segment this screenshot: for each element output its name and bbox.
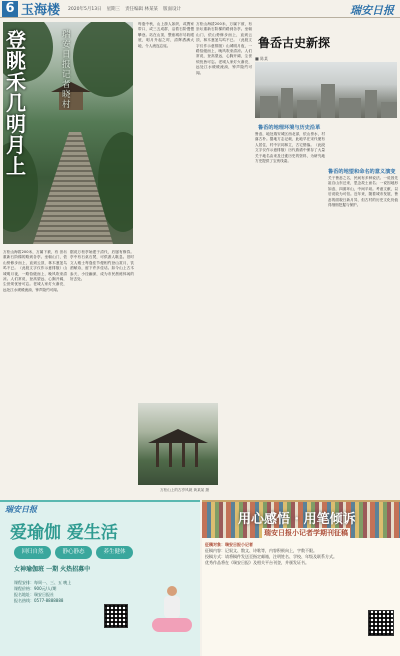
pavilion-photo — [138, 403, 218, 485]
issue-meta — [68, 6, 181, 12]
paper-logo: 瑞安日报 — [350, 4, 394, 17]
section-title: 玉海楼 — [21, 3, 61, 18]
yoga-ad-tags — [14, 546, 133, 559]
right-subhead-2: 鲁岙的地望和命名的意义演变 — [328, 169, 396, 175]
city-skyline-photo — [255, 62, 397, 118]
yoga-tag-3: 养生健体 — [96, 546, 133, 559]
yoga-info-line: 课程价格：900元/人/期 — [14, 586, 57, 591]
book-ad-line: 投稿方式：请将稿件发送至指定邮箱，注明姓名、学校、年级及联系方式。 — [205, 554, 337, 559]
right-article-byline: ■ 陈某 — [255, 56, 269, 61]
book-ad-line: 优秀作品将在《瑞安日报》及相关平台刊登，并颁发证书。 — [205, 560, 309, 565]
yoga-ad-slogan: 女神瑜伽班 一期 火热招募中 — [14, 566, 91, 573]
left-article-column-1: 万松山海拔200米，万属下被，有 崇坛重新石阶梯的路到各亭。坐朝山门，依山势修步而上，直到云顶，林木葱茏鸟鸣不已。（此段文字仅作示意排版）山城明月夜，一路拾级而上，晚风吹来清凉。人们常说，登高望远，心胸开阔，尘世烦忧皆可忘。老城人家灯火渐亮，远处江水缓缓流淌，钟声隐约可闻。 — [3, 250, 67, 292]
left-article-column-2: 据说万松亭始建于清代，后屡有修葺。亭中有石桌石凳，可供游人歇息。旧时文人雅士每逢佳节便相约登山赏月，饮酒赋诗，留下许多佳话。如今山上古木参天，小径幽深，成为市民晨练休闲的好去处。 — [70, 250, 134, 282]
book-ad-title: 用心感悟 · 用笔倾诉 — [238, 512, 356, 527]
yoga-ad-info — [14, 580, 154, 604]
yoga-info-line: 报名地址：瑞安日报社 — [14, 592, 54, 597]
book-ad-body — [205, 542, 395, 566]
photo-caption: 万松山上的古亭风貌 黄某某 摄 — [160, 488, 210, 492]
right-article-title: 鲁岙古史新探 — [258, 36, 331, 50]
book-ad-subtitle: 瑞安日报小记者学期刊征稿 — [264, 529, 348, 537]
right-article-column-1: 鲁岙，地处瑞安城区西北部，依山傍水，村落古朴。据地方志记载，此地早在宋代便有人居住，村中宗祠林立，古宅错落。（此段文字仅作示意排版）历代族谱中保存了大量关于地名由来及迁徙历史的资料，为研究地方史提供了宝贵线索。 — [255, 132, 325, 164]
yoga-tag-2: 静心静态 — [55, 546, 92, 559]
yoga-ad-title: 爱瑜伽 爱生活 — [10, 523, 118, 543]
right-subhead-1: 鲁岙的地理环境与历史沿革 — [258, 125, 321, 131]
book-ad-line: 征稿内容：记叙文、散文、诗歌等，内容积极向上，字数不限。 — [205, 548, 317, 553]
issue-editor: 责任编辑 林某某 — [125, 6, 158, 12]
book-ad-line: 征稿对象：瑞安日报小记者 — [205, 542, 253, 547]
yoga-ad-logo: 瑞安日报 — [5, 504, 37, 514]
yoga-qr-code-icon[interactable] — [104, 604, 128, 628]
yoga-tag-1: 回归自然 — [14, 546, 51, 559]
yoga-info-line: 报名热线：0577-8888888 — [14, 598, 64, 603]
article-byline: 瑞安日报记者 晓村 — [62, 30, 71, 110]
issue-weekday: 星期三 — [106, 6, 121, 12]
yoga-woman-illustration — [150, 586, 194, 644]
page-number: 6 — [2, 1, 18, 17]
issue-designer: 版面设计 — [163, 6, 181, 12]
page-header — [0, 0, 400, 18]
yoga-info-line: 课程安排：每周一、三、五 晚上 — [14, 580, 72, 585]
book-ad-qr-code-icon[interactable] — [368, 610, 394, 636]
issue-date: 2020年5月13日 — [68, 6, 102, 12]
right-article-column-2: 关于鲁岙之名，民间有多种说法。一说因先祖自山东迁来，思念故土而名；一说因地形如岙，四面环山，中间平坦。考诸文献，以后说较为可信。近年来，随着城市发展，鲁岙的面貌日新月异，但古村的历史文化仍值得细细挖掘与保护。 — [328, 176, 398, 208]
left-article-column-3: 每逢中秋，山上游人如织，或携家带口，或三五成群，沿着石阶慢慢攀登。站在山顶，整座城市尽收眼底，明月升起之时，清辉洒满大地，令人流连忘返。 — [138, 22, 194, 48]
left-article-column-4: 万松山海拔200米，万属下被，有 崇坛重新石阶梯的路到各亭。坐朝山门，依山势修步而上，直到云顶，林木葱茏鸟鸣不已。（此段文字仅作示意排版）山城明月夜，一路拾级而上，晚风吹来清凉。人们常说，登高望远，心胸开阔，尘世烦忧皆可忘。老城人家灯火渐亮，远处江水缓缓流淌，钟声隐约可闻。 — [196, 22, 252, 75]
article-title: 登眺禾几明月上 — [6, 28, 26, 178]
